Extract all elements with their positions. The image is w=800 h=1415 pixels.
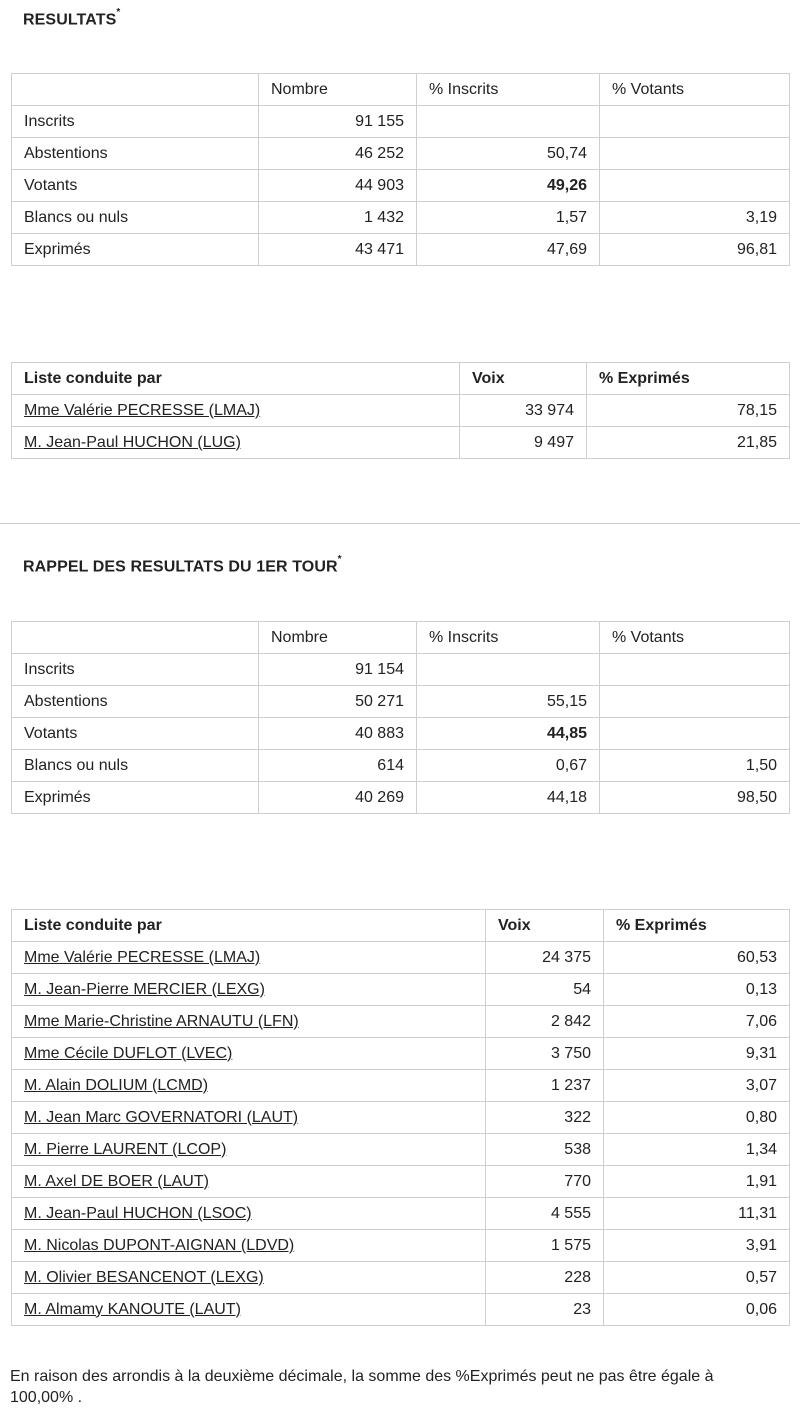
table-row bbox=[12, 1038, 790, 1070]
table-row bbox=[12, 1134, 790, 1166]
candidate-cell bbox=[12, 974, 486, 1006]
pct-votants-cell: 98,50 bbox=[600, 782, 790, 814]
table-row bbox=[12, 202, 790, 234]
table-row bbox=[12, 686, 790, 718]
candidate-link[interactable]: M. Almamy KANOUTE (LAUT) bbox=[24, 1300, 241, 1318]
table-row bbox=[12, 1006, 790, 1038]
voix-cell: 4 555 bbox=[486, 1198, 604, 1230]
table-header-row bbox=[12, 74, 790, 106]
voix-cell: 538 bbox=[486, 1134, 604, 1166]
candidate-link[interactable]: M. Jean Marc GOVERNATORI (LAUT) bbox=[24, 1108, 299, 1126]
column-header-liste: Liste conduite par bbox=[12, 363, 460, 395]
candidate-link[interactable]: M. Axel DE BOER (LAUT) bbox=[24, 1172, 209, 1190]
column-header-pct-inscrits: % Inscrits bbox=[417, 74, 600, 106]
voix-cell: 23 bbox=[486, 1294, 604, 1326]
pct-votants-cell: 3,19 bbox=[600, 202, 790, 234]
candidate-cell bbox=[12, 1294, 486, 1326]
table-header-row bbox=[12, 622, 790, 654]
pct-votants-cell: 96,81 bbox=[600, 234, 790, 266]
candidate-link[interactable]: M. Jean-Pierre MERCIER (LEXG) bbox=[24, 980, 265, 998]
candidate-cell bbox=[12, 395, 460, 427]
nombre-cell: 91 155 bbox=[259, 106, 417, 138]
candidate-link[interactable]: M. Olivier BESANCENOT (LEXG) bbox=[24, 1268, 264, 1286]
pct-exprimes-cell: 0,57 bbox=[604, 1262, 790, 1294]
pct-exprimes-cell: 3,91 bbox=[604, 1230, 790, 1262]
table-row bbox=[12, 942, 790, 974]
candidate-cell bbox=[12, 942, 486, 974]
table-row bbox=[12, 395, 790, 427]
row-label: Votants bbox=[12, 718, 259, 750]
nombre-cell: 40 883 bbox=[259, 718, 417, 750]
voix-cell: 1 237 bbox=[486, 1070, 604, 1102]
candidate-link[interactable]: M. Nicolas DUPONT-AIGNAN (LDVD) bbox=[24, 1236, 295, 1254]
candidate-link[interactable]: M. Jean-Paul HUCHON (LSOC) bbox=[24, 1204, 252, 1222]
candidate-cell bbox=[12, 1262, 486, 1294]
pct-votants-cell bbox=[600, 654, 790, 686]
row-label: Exprimés bbox=[12, 234, 259, 266]
candidate-cell bbox=[12, 1038, 486, 1070]
candidate-cell bbox=[12, 1166, 486, 1198]
results-lists-table bbox=[11, 362, 790, 459]
footnote-mark: * bbox=[337, 554, 342, 565]
pct-inscrits-cell: 44,18 bbox=[417, 782, 600, 814]
candidate-link[interactable]: Mme Marie-Christine ARNAUTU (LFN) bbox=[24, 1012, 299, 1030]
first-round-lists-table bbox=[11, 909, 790, 1326]
table-row bbox=[12, 750, 790, 782]
pct-inscrits-cell: 55,15 bbox=[417, 686, 600, 718]
nombre-cell: 43 471 bbox=[259, 234, 417, 266]
candidate-cell bbox=[12, 1102, 486, 1134]
pct-exprimes-cell: 21,85 bbox=[587, 427, 790, 459]
pct-inscrits-cell bbox=[417, 106, 600, 138]
table-header-row bbox=[12, 910, 790, 942]
table-row bbox=[12, 1102, 790, 1134]
column-header-pct-votants: % Votants bbox=[600, 74, 790, 106]
pct-exprimes-cell: 60,53 bbox=[604, 942, 790, 974]
pct-inscrits-cell: 49,26 bbox=[417, 170, 600, 202]
pct-exprimes-cell: 0,06 bbox=[604, 1294, 790, 1326]
nombre-cell: 50 271 bbox=[259, 686, 417, 718]
pct-inscrits-cell: 50,74 bbox=[417, 138, 600, 170]
pct-exprimes-cell: 0,13 bbox=[604, 974, 790, 1006]
voix-cell: 33 974 bbox=[460, 395, 587, 427]
first-round-summary-table bbox=[11, 621, 790, 814]
row-label: Inscrits bbox=[12, 654, 259, 686]
pct-exprimes-cell: 11,31 bbox=[604, 1198, 790, 1230]
voix-cell: 770 bbox=[486, 1166, 604, 1198]
row-label: Votants bbox=[12, 170, 259, 202]
table-row bbox=[12, 1166, 790, 1198]
pct-inscrits-cell: 44,85 bbox=[417, 718, 600, 750]
candidate-cell bbox=[12, 1198, 486, 1230]
table-row bbox=[12, 1294, 790, 1326]
candidate-cell bbox=[12, 1134, 486, 1166]
voix-cell: 2 842 bbox=[486, 1006, 604, 1038]
candidate-cell bbox=[12, 1006, 486, 1038]
nombre-cell: 1 432 bbox=[259, 202, 417, 234]
column-header-pct-exprimes: % Exprimés bbox=[587, 363, 790, 395]
section-title-resultats bbox=[23, 7, 121, 29]
pct-votants-cell bbox=[600, 718, 790, 750]
table-row bbox=[12, 1070, 790, 1102]
pct-exprimes-cell: 78,15 bbox=[587, 395, 790, 427]
voix-cell: 54 bbox=[486, 974, 604, 1006]
table-row bbox=[12, 1230, 790, 1262]
table-row bbox=[12, 1262, 790, 1294]
pct-exprimes-cell: 1,91 bbox=[604, 1166, 790, 1198]
pct-inscrits-cell: 47,69 bbox=[417, 234, 600, 266]
table-row bbox=[12, 170, 790, 202]
pct-inscrits-cell: 0,67 bbox=[417, 750, 600, 782]
row-label: Inscrits bbox=[12, 106, 259, 138]
table-row bbox=[12, 1198, 790, 1230]
table-row bbox=[12, 654, 790, 686]
candidate-link[interactable]: M. Pierre LAURENT (LCOP) bbox=[24, 1140, 227, 1158]
row-label: Exprimés bbox=[12, 782, 259, 814]
section-title-text: RAPPEL DES RESULTATS DU 1ER TOUR bbox=[23, 558, 338, 576]
column-header-voix: Voix bbox=[486, 910, 604, 942]
column-header-liste: Liste conduite par bbox=[12, 910, 486, 942]
table-header-row bbox=[12, 363, 790, 395]
column-header-nombre: Nombre bbox=[259, 74, 417, 106]
pct-votants-cell: 1,50 bbox=[600, 750, 790, 782]
voix-cell: 228 bbox=[486, 1262, 604, 1294]
column-header-pct-votants: % Votants bbox=[600, 622, 790, 654]
table-row bbox=[12, 974, 790, 1006]
pct-exprimes-cell: 0,80 bbox=[604, 1102, 790, 1134]
table-row bbox=[12, 718, 790, 750]
pct-exprimes-cell: 1,34 bbox=[604, 1134, 790, 1166]
row-label: Blancs ou nuls bbox=[12, 202, 259, 234]
table-row bbox=[12, 138, 790, 170]
pct-exprimes-cell: 3,07 bbox=[604, 1070, 790, 1102]
column-header-pct-exprimes: % Exprimés bbox=[604, 910, 790, 942]
section-title-text: RESULTATS bbox=[23, 11, 117, 29]
column-header-voix: Voix bbox=[460, 363, 587, 395]
pct-votants-cell bbox=[600, 686, 790, 718]
candidate-link[interactable]: Mme Cécile DUFLOT (LVEC) bbox=[24, 1044, 233, 1062]
voix-cell: 1 575 bbox=[486, 1230, 604, 1262]
nombre-cell: 44 903 bbox=[259, 170, 417, 202]
column-header bbox=[12, 74, 259, 106]
table-row bbox=[12, 427, 790, 459]
voix-cell: 9 497 bbox=[460, 427, 587, 459]
column-header-nombre: Nombre bbox=[259, 622, 417, 654]
voix-cell: 322 bbox=[486, 1102, 604, 1134]
pct-exprimes-cell: 9,31 bbox=[604, 1038, 790, 1070]
pct-exprimes-cell: 7,06 bbox=[604, 1006, 790, 1038]
pct-votants-cell bbox=[600, 106, 790, 138]
candidate-cell bbox=[12, 427, 460, 459]
row-label: Abstentions bbox=[12, 686, 259, 718]
candidate-link[interactable]: M. Jean-Paul HUCHON (LUG) bbox=[24, 433, 241, 451]
column-header bbox=[12, 622, 259, 654]
table-row bbox=[12, 106, 790, 138]
candidate-link[interactable]: Mme Valérie PECRESSE (LMAJ) bbox=[24, 401, 261, 419]
results-summary-table bbox=[11, 73, 790, 266]
candidate-link[interactable]: Mme Valérie PECRESSE (LMAJ) bbox=[24, 948, 261, 966]
candidate-cell bbox=[12, 1230, 486, 1262]
rounding-footnote: En raison des arrondis à la deuxième décimale, la somme des %Exprimés peut ne pas être égale à 100,00% . bbox=[10, 1368, 714, 1406]
nombre-cell: 40 269 bbox=[259, 782, 417, 814]
column-header-pct-inscrits: % Inscrits bbox=[417, 622, 600, 654]
row-label: Blancs ou nuls bbox=[12, 750, 259, 782]
pct-votants-cell bbox=[600, 138, 790, 170]
candidate-cell bbox=[12, 1070, 486, 1102]
pct-votants-cell bbox=[600, 170, 790, 202]
pct-inscrits-cell: 1,57 bbox=[417, 202, 600, 234]
row-label: Abstentions bbox=[12, 138, 259, 170]
voix-cell: 24 375 bbox=[486, 942, 604, 974]
section-divider bbox=[0, 523, 800, 524]
voix-cell: 3 750 bbox=[486, 1038, 604, 1070]
pct-inscrits-cell bbox=[417, 654, 600, 686]
table-row bbox=[12, 782, 790, 814]
nombre-cell: 614 bbox=[259, 750, 417, 782]
table-row bbox=[12, 234, 790, 266]
nombre-cell: 91 154 bbox=[259, 654, 417, 686]
candidate-link[interactable]: M. Alain DOLIUM (LCMD) bbox=[24, 1076, 209, 1094]
footnote-mark: * bbox=[116, 7, 121, 18]
nombre-cell: 46 252 bbox=[259, 138, 417, 170]
section-title-rappel bbox=[23, 554, 342, 576]
